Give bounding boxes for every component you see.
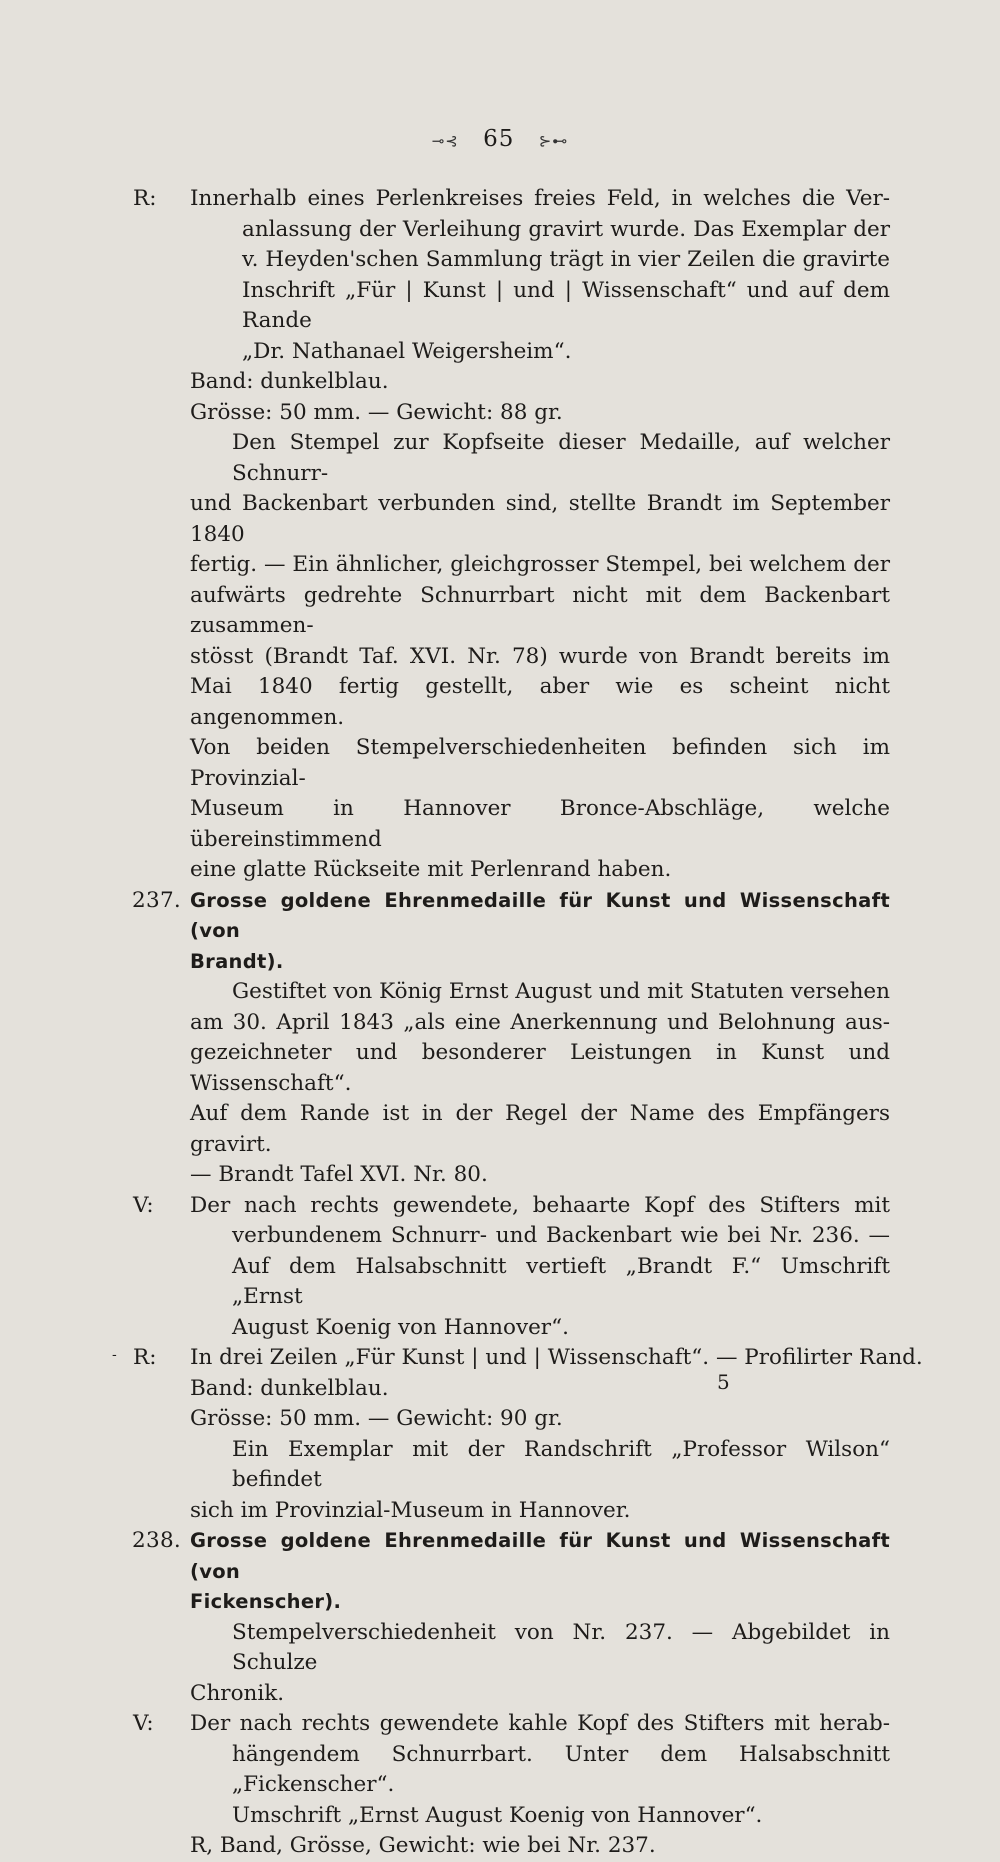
- paragraph: [190, 428, 890, 886]
- text-line: Grosse goldene Ehrenmedaille für Kunst und Wissenschaft (von: [190, 1529, 890, 1583]
- text-line: Gestiftet von König Ernst August und mit Statuten versehen: [232, 979, 890, 1004]
- text-line: Auf dem Rande ist in der Regel der Name des Empfängers gravirt.: [190, 1101, 890, 1157]
- side-label: V:: [133, 1711, 154, 1736]
- text-line: — Brandt Tafel XVI. Nr. 80.: [190, 1162, 488, 1187]
- page-number: 65: [483, 126, 515, 152]
- text-line: Grösse: 50 mm. — Gewicht: 90 gr.: [190, 1406, 563, 1431]
- text-line: Brandt).: [190, 949, 284, 973]
- text-line: v. Heyden'schen Sammlung trägt in vier Zeilen die gravirte: [242, 247, 890, 272]
- paragraph: [190, 1435, 890, 1527]
- text-line: Den Stempel zur Kopfseite dieser Medaille, auf welcher Schnurr-: [232, 430, 890, 486]
- text-line: aufwärts gedrehte Schnurrbart nicht mit dem Backenbart zusammen-: [190, 582, 890, 638]
- hanging-paragraph: [133, 1191, 890, 1344]
- catalog-entry-heading: [132, 1526, 890, 1618]
- page-body: [132, 184, 923, 1862]
- hanging-paragraph: [133, 184, 890, 367]
- text-line: [190, 367, 890, 398]
- text-line: Innerhalb eines Perlenkreises freies Feld, in welches die Ver-: [190, 186, 890, 211]
- catalog-entry-heading: [132, 886, 890, 978]
- text-line: Museum in Hannover Bronce-Abschläge, welche übereinstimmend: [190, 796, 890, 852]
- hanging-paragraph: [133, 1343, 923, 1374]
- margin-mark: -: [112, 1347, 117, 1363]
- text-line: am 30. April 1843 „als eine Anerkennung und Belohnung aus-: [190, 1009, 890, 1035]
- page-header: [0, 126, 1000, 152]
- side-label: R:: [133, 186, 157, 211]
- entry-number: 237.: [132, 887, 182, 913]
- text-line: Band: dunkelblau.: [190, 369, 389, 394]
- text-line: hängendem Schnurrbart. Unter dem Halsabschnitt „Fickenscher“.: [232, 1741, 890, 1797]
- text-line: Ein Exemplar mit der Randschrift „Professor Wilson“ befindet: [232, 1436, 890, 1492]
- text-line: sich im Provinzial-Museum in Hannover.: [190, 1497, 631, 1523]
- text-line: Der nach rechts gewendete, behaarte Kopf des Stifters mit: [190, 1192, 890, 1218]
- text-line: Umschrift „Ernst August Koenig von Hannover“.: [232, 1802, 763, 1828]
- text-line: Der nach rechts gewendete kahle Kopf des Stifters mit herab-: [190, 1711, 890, 1736]
- text-line: In drei Zeilen „Für Kunst | und | Wissenschaft“. — Profilirter Rand.: [190, 1345, 923, 1370]
- text-line: eine glatte Rückseite mit Perlenrand haben.: [190, 857, 672, 882]
- paragraph: [190, 1618, 890, 1710]
- text-line: Grosse goldene Ehrenmedaille für Kunst und Wissenschaft (von: [190, 888, 890, 942]
- text-line: [190, 1831, 890, 1862]
- text-line: August Koenig von Hannover“.: [232, 1314, 569, 1340]
- text-line: Stempelverschiedenheit von Nr. 237. — Abgebildet in Schulze: [232, 1619, 890, 1675]
- side-label: R:: [133, 1345, 157, 1370]
- text-line: „Dr. Nathanael Weigersheim“.: [242, 338, 572, 364]
- text-line: Inschrift „Für | Kunst | und | Wissenschaft“ und auf dem Rande: [242, 277, 890, 333]
- entry-number: 238.: [132, 1528, 182, 1553]
- hanging-paragraph: [133, 1709, 890, 1831]
- text-line: Fickenscher).: [190, 1590, 342, 1613]
- text-line: [190, 1374, 890, 1405]
- ornament-left: ⊸⊰: [431, 132, 459, 150]
- text-line: [190, 398, 890, 429]
- text-line: Auf dem Halsabschnitt vertieft „Brandt F.“ Umschrift „Ernst: [232, 1253, 890, 1309]
- text-line: Mai 1840 fertig gestellt, aber wie es scheint nicht angenommen.: [190, 674, 890, 730]
- text-line: Grösse: 50 mm. — Gewicht: 88 gr.: [190, 399, 563, 425]
- text-line: fertig. — Ein ähnlicher, gleichgrosser Stempel, bei welchem der: [190, 552, 890, 577]
- signature-mark: 5: [717, 1370, 730, 1394]
- text-line: Chronik.: [190, 1680, 285, 1706]
- text-line: stösst (Brandt Taf. XVI. Nr. 78) wurde von Brandt bereits im: [190, 643, 890, 669]
- text-line: verbundenem Schnurr- und Backenbart wie bei Nr. 236. —: [232, 1223, 890, 1248]
- text-line: Von beiden Stempelverschiedenheiten befinden sich im Provinzial-: [190, 735, 890, 791]
- ornament-right: ⊱⊷: [538, 132, 569, 150]
- text-line: und Backenbart verbunden sind, stellte Brandt im September 1840: [190, 491, 890, 547]
- side-label: V:: [133, 1192, 154, 1218]
- paragraph: [190, 977, 890, 1191]
- text-line: anlassung der Verleihung gravirt wurde. Das Exemplar der: [242, 216, 890, 242]
- text-line: Band: dunkelblau.: [190, 1375, 389, 1401]
- text-line: R, Band, Grösse, Gewicht: wie bei Nr. 237.: [190, 1833, 656, 1858]
- text-line: gezeichneter und besonderer Leistungen in Kunst und Wissenschaft“.: [190, 1040, 890, 1096]
- text-line: [190, 1404, 890, 1435]
